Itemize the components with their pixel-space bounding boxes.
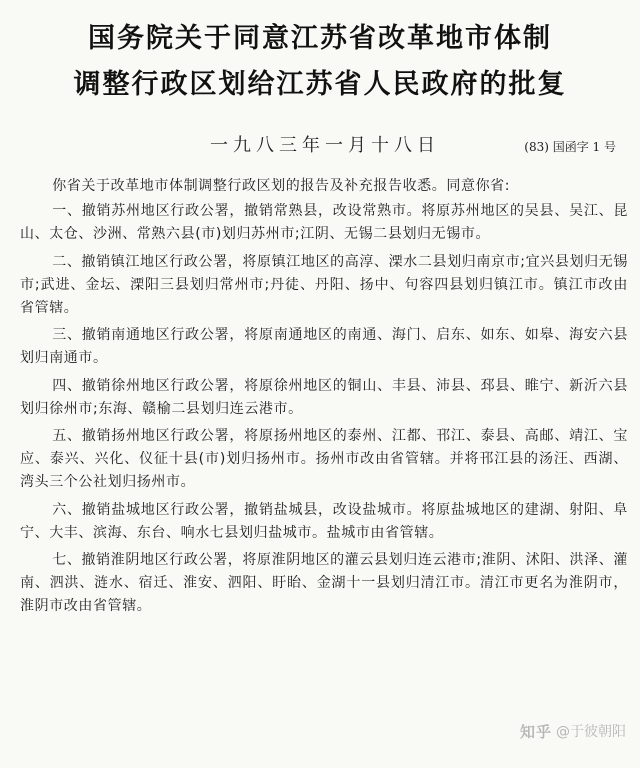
paragraph-item-4: 四、撤销徐州地区行政公署，将原徐州地区的铜山、丰县、沛县、邳县、睢宁、新沂六县划归徐州市;东海、赣榆二县划归连云港市。 — [20, 377, 628, 417]
paragraph-item-2: 二、撤销镇江地区行政公署，将原镇江地区的高淳、溧水二县划归南京市;宜兴县划归无锡市;武进、金坛、溧阳三县划归常州市;丹徒、丹阳、扬中、句容四县划归镇江市。镇江市改由省管辖。 — [20, 253, 628, 317]
document-number: (83) 国函字 1 号 — [524, 140, 616, 154]
paragraph-item-3: 三、撤销南通地区行政公署，将原南通地区的南通、海门、启东、如东、如皋、海安六县划归南通市。 — [20, 327, 628, 367]
paragraph-item-1: 一、撤销苏州地区行政公署，撤销常熟县，改设常熟市。将原苏州地区的吴县、吴江、昆山、太仓、沙洲、常熟六县(市)划归苏州市;江阴、无锡二县划归无锡市。 — [20, 203, 628, 243]
date-row — [0, 134, 640, 158]
paragraph-item-7: 七、撤销淮阴地区行政公署，将原淮阴地区的灌云县划归连云港市;淮阴、沭阳、洪泽、灌南、泗洪、涟水、宿迁、淮安、泗阳、盱眙、金湖十一县划归清江市。清江市更名为淮阴市，淮阴市改由省管辖。 — [20, 552, 628, 615]
watermark-author: @于彼朝阳 — [556, 724, 626, 740]
document-date: 一九八三年一月十八日 — [210, 135, 440, 156]
document-title-line-2: 调整行政区划给江苏省人民政府的批复 — [73, 69, 567, 100]
paragraph-item-5: 五、撤销扬州地区行政公署，将原扬州地区的泰州、江都、邗江、泰县、高邮、靖江、宝应、泰兴、兴化、仪征十县(市)划归扬州市。扬州市改由省管辖。并将邗江县的汤汪、西湖、湾头三个公社划归扬州市。 — [20, 428, 628, 491]
document-title-line-1: 国务院关于同意江苏省改革地市体制 — [88, 23, 552, 54]
paragraph-intro: 你省关于改革地市体制调整行政区划的报告及补充报告收悉。同意你省: — [52, 178, 511, 194]
zhihu-logo: 知乎 — [519, 722, 552, 741]
paragraph-item-6: 六、撤销盐城地区行政公署，撤销盐城县，改设盐城市。将原盐城地区的建湖、射阳、阜宁、大丰、滨海、东台、响水七县划归盐城市。盐城市由省管辖。 — [20, 501, 628, 541]
document-body — [20, 175, 628, 623]
zhihu-watermark — [520, 720, 626, 742]
